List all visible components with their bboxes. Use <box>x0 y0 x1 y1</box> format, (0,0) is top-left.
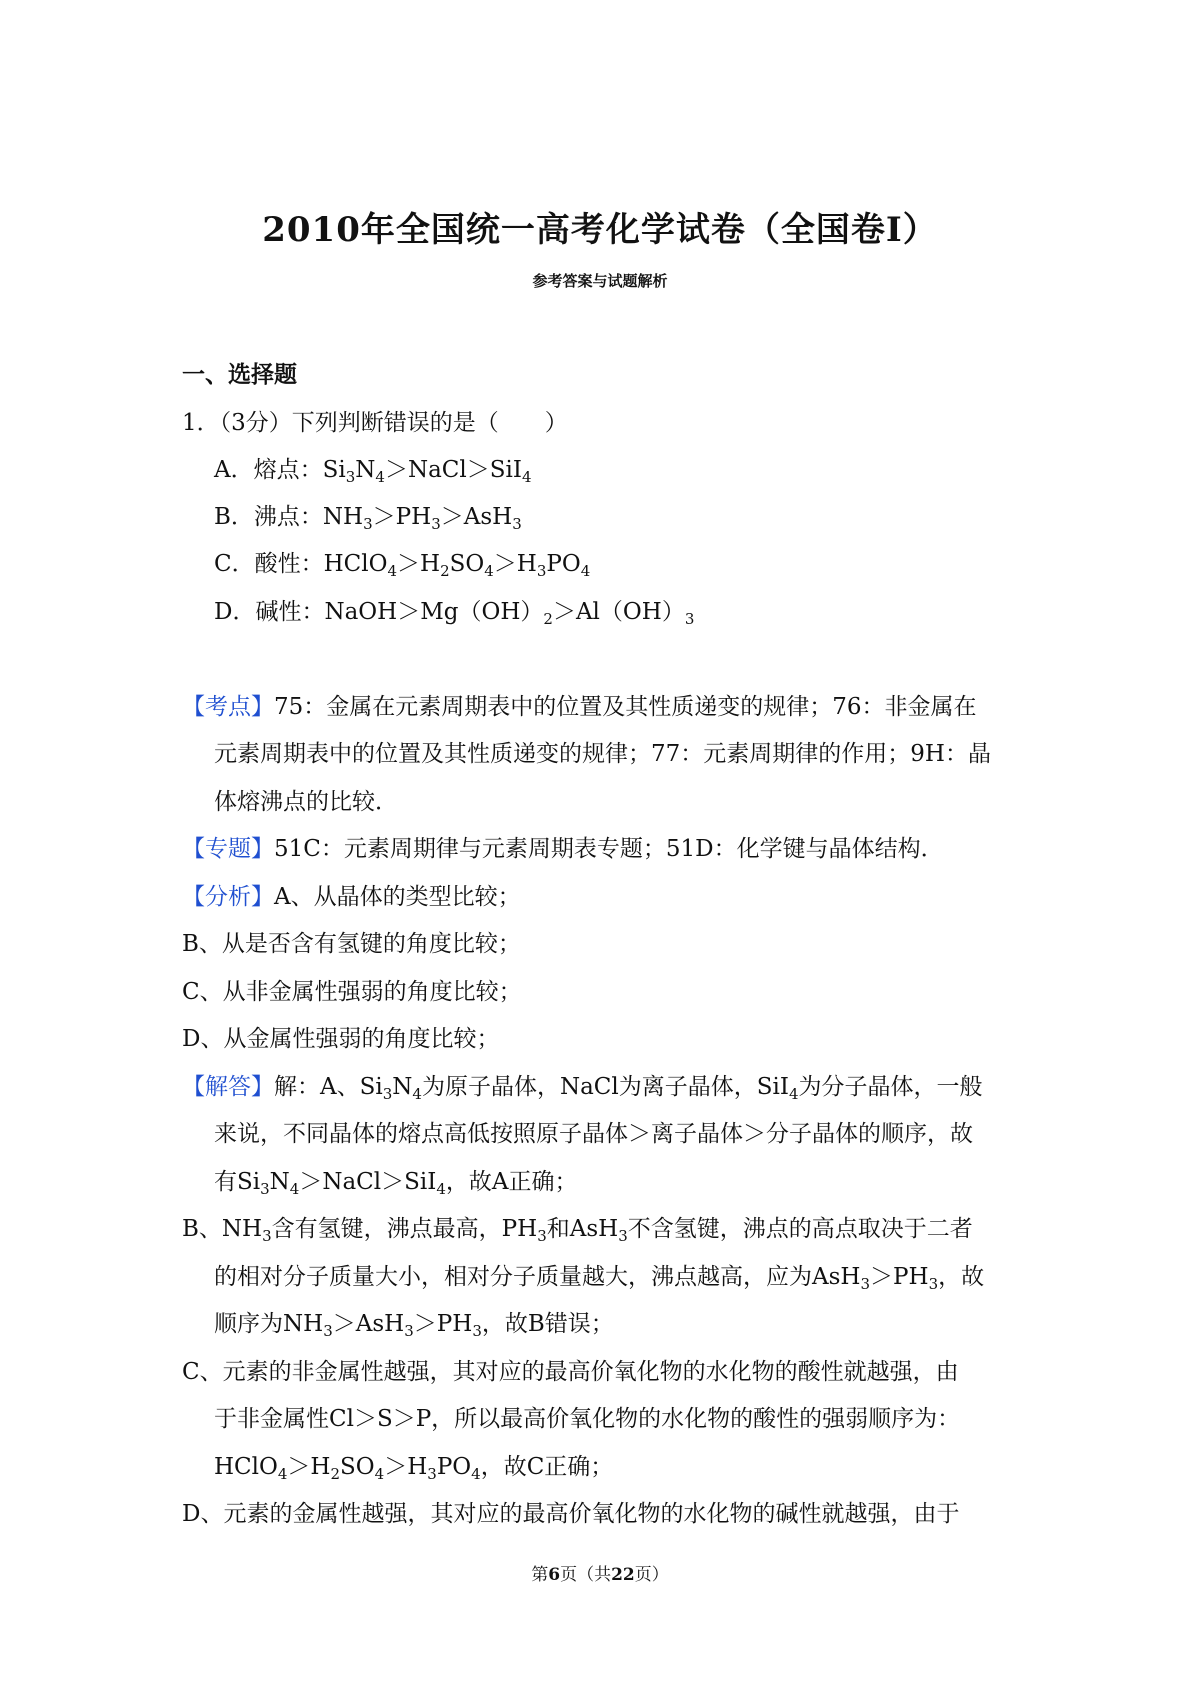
subscript: 4 <box>471 1465 481 1483</box>
text: ＞H <box>493 551 537 577</box>
text: 页） <box>634 1565 669 1585</box>
jieda-a-line-2: 来说，不同晶体的熔点高低按照原子晶体＞离子晶体＞分子晶体的顺序，故 <box>214 1121 973 1147</box>
fenxi-line-4: D、从金属性强弱的角度比较； <box>182 1026 500 1052</box>
text: ＞AsH <box>332 1311 405 1337</box>
jieda-d-line-1: D、元素的金属性越强，其对应的最高价氧化物的水化物的碱性就越强，由于 <box>182 1501 960 1527</box>
page-footer <box>0 1560 1200 1585</box>
jieda-b-line-2 <box>214 1262 984 1292</box>
text: 顺序为NH <box>214 1311 324 1337</box>
text: A．熔点：Si <box>214 457 346 483</box>
text: 解：A、Si <box>274 1074 383 1100</box>
subscript: 4 <box>521 468 532 486</box>
fenxi-tag: 【分析】 <box>182 884 274 910</box>
jieda-c-line-3 <box>214 1452 613 1482</box>
subscript: 3 <box>262 1227 272 1245</box>
kaodian-tag: 【考点】 <box>182 694 274 720</box>
subscript: 2 <box>440 562 450 580</box>
text: 75：金属在元素周期表中的位置及其性质递变的规律；76：非金属在 <box>274 694 977 720</box>
subscript: 4 <box>484 562 494 580</box>
section-heading: 一、选择题 <box>182 361 297 388</box>
text: ，故B错误； <box>481 1311 614 1337</box>
subscript: 3 <box>363 515 373 533</box>
subscript: 3 <box>431 515 441 533</box>
text: 为原子晶体，NaCl为离子晶体，SiI <box>421 1074 789 1100</box>
text: 不含氢键，沸点的高点取决于二者 <box>627 1216 973 1242</box>
kaodian-line-2: 元素周期表中的位置及其性质递变的规律；77：元素周期律的作用；9H：晶 <box>214 741 991 767</box>
subscript: 4 <box>387 562 398 580</box>
zhuanti-line <box>182 834 944 864</box>
subscript: 4 <box>788 1085 799 1103</box>
text: PO <box>546 551 581 577</box>
subscript: 3 <box>928 1275 939 1293</box>
text: B、NH <box>182 1216 263 1242</box>
text: N <box>269 1169 290 1195</box>
text: ，故A正确； <box>445 1169 578 1195</box>
text: 第 <box>531 1565 549 1585</box>
text: ＞PH <box>870 1264 929 1290</box>
text: 页（共 <box>560 1565 612 1585</box>
kaodian-line-3: 体熔沸点的比较． <box>214 789 398 815</box>
text: ＞H <box>397 551 441 577</box>
jieda-a-line-1 <box>182 1072 983 1102</box>
text: B．沸点：NH <box>214 504 364 530</box>
subscript: 3 <box>684 610 695 628</box>
jieda-c-line-1: C、元素的非金属性越强，其对应的最高价氧化物的水化物的酸性就越强，由 <box>182 1359 959 1385</box>
option-d <box>214 597 694 627</box>
fenxi-line-3: C、从非金属性强弱的角度比较； <box>182 979 522 1005</box>
subscript: 4 <box>580 562 591 580</box>
subscript: 4 <box>374 1465 385 1483</box>
text: A、从晶体的类型比较； <box>274 884 521 910</box>
text: ＞H <box>287 1454 331 1480</box>
jieda-a-line-3 <box>214 1167 578 1197</box>
option-b <box>214 502 522 532</box>
text: SO <box>449 551 485 577</box>
jieda-b-line-1 <box>182 1214 973 1244</box>
text: 含有氢键，沸点最高，PH <box>271 1216 538 1242</box>
text: C．酸性：HClO <box>214 551 388 577</box>
subscript: 3 <box>512 515 522 533</box>
text: ，故 <box>938 1264 985 1290</box>
text: ＞NaCl＞SiI <box>299 1169 437 1195</box>
subscript: 4 <box>375 468 385 486</box>
jieda-tag: 【解答】 <box>182 1074 274 1100</box>
subscript: 3 <box>618 1227 628 1245</box>
page-subtitle: 参考答案与试题解析 <box>532 272 668 290</box>
option-a <box>214 455 532 485</box>
text: 为分子晶体，一般 <box>798 1074 983 1100</box>
subscript: 2 <box>330 1465 341 1483</box>
text: 和AsH <box>546 1216 619 1242</box>
page-total: 22 <box>611 1565 635 1585</box>
subscript: 3 <box>536 562 547 580</box>
text: SO <box>340 1454 375 1480</box>
subscript: 4 <box>412 1085 422 1103</box>
subscript: 3 <box>472 1322 482 1340</box>
text: ＞NaCl＞SiI <box>384 457 522 483</box>
question-stem: 1．（3分）下列判断错误的是（ ） <box>182 410 568 436</box>
text: ＞AsH <box>440 504 513 530</box>
subscript: 4 <box>277 1465 288 1483</box>
text: D．碱性：NaOH＞Mg（OH） <box>214 599 544 625</box>
page-number: 6 <box>548 1565 561 1585</box>
text: N <box>392 1074 413 1100</box>
subscript: 4 <box>436 1180 446 1198</box>
text: 51C：元素周期律与元素周期表专题；51D：化学键与晶体结构． <box>274 836 944 862</box>
subscript: 3 <box>537 1227 547 1245</box>
subscript: 3 <box>323 1322 333 1340</box>
subscript: 3 <box>404 1322 414 1340</box>
fenxi-line-1 <box>182 882 521 912</box>
text: 的相对分子质量大小，相对分子质量越大，沸点越高，应为AsH <box>214 1264 861 1290</box>
kaodian-line-1 <box>182 692 977 722</box>
text: ，故C正确； <box>480 1454 614 1480</box>
zhuanti-tag: 【专题】 <box>182 836 274 862</box>
subscript: 3 <box>345 468 356 486</box>
page-title: 2010年全国统一高考化学试卷（全国卷I） <box>262 210 938 250</box>
text: ＞Al（OH） <box>552 599 685 625</box>
text: ＞PH <box>413 1311 473 1337</box>
subscript: 3 <box>260 1180 270 1198</box>
subscript: 3 <box>427 1465 437 1483</box>
subscript: 3 <box>860 1275 871 1293</box>
text: PO <box>436 1454 472 1480</box>
subscript: 4 <box>289 1180 300 1198</box>
subscript: 2 <box>543 610 553 628</box>
option-c <box>214 549 590 579</box>
jieda-b-line-3 <box>214 1309 614 1339</box>
jieda-c-line-2: 于非金属性Cl＞S＞P，所以最高价氧化物的水化物的酸性的强弱顺序为： <box>214 1406 961 1432</box>
text: ＞H <box>384 1454 428 1480</box>
text: ＞PH <box>372 504 432 530</box>
text: 有Si <box>214 1169 261 1195</box>
subscript: 3 <box>382 1085 393 1103</box>
text: N <box>355 457 376 483</box>
text: HClO <box>214 1454 278 1480</box>
fenxi-line-2: B、从是否含有氢键的角度比较； <box>182 931 521 957</box>
